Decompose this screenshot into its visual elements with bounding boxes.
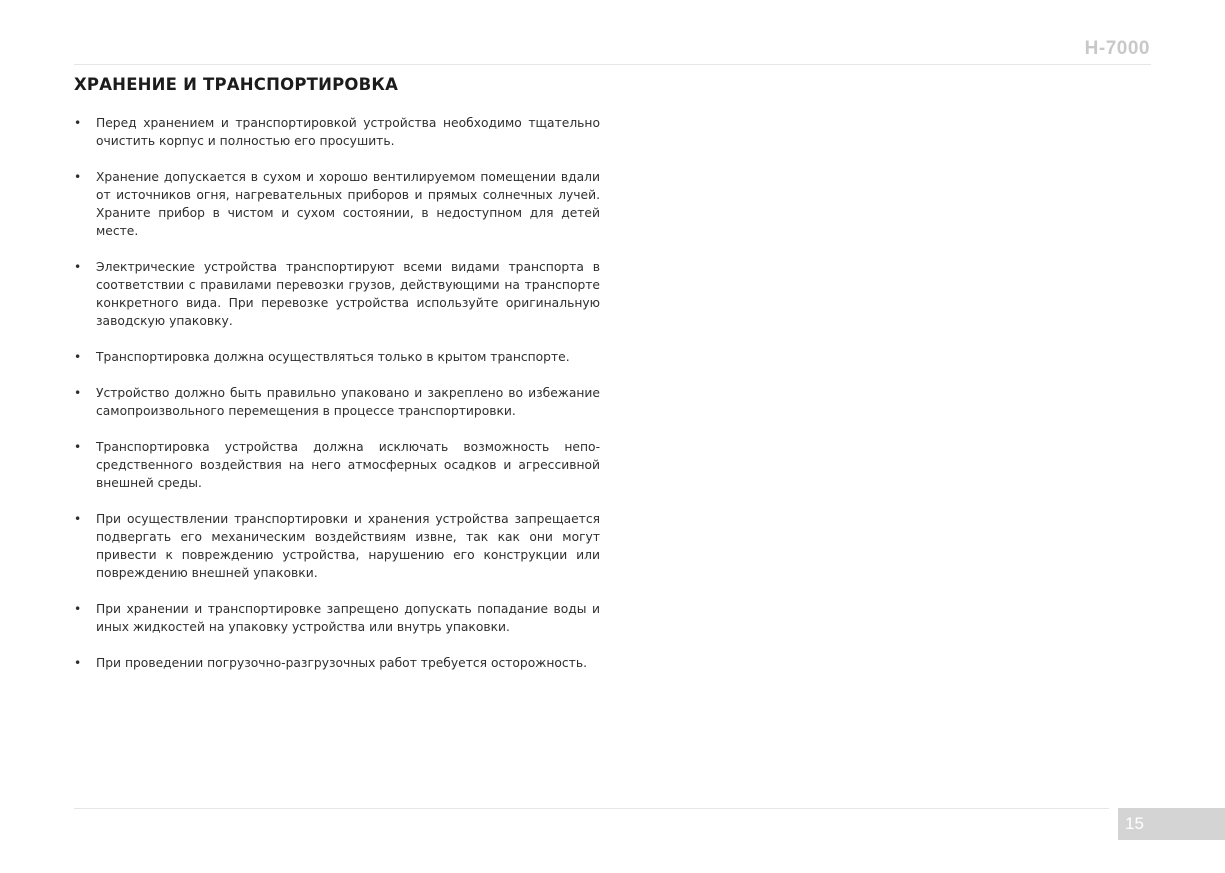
list-item	[74, 600, 600, 636]
bullet-icon: •	[74, 350, 82, 364]
list-item-text: Транспортировка устройства должна исключать возможность непосредственного воздействия на него атмосферных осадков и агрессивной внешней среды.	[96, 440, 600, 490]
bullet-icon: •	[74, 386, 82, 400]
model-name: H-7000	[1084, 38, 1150, 59]
header-divider	[74, 64, 1151, 65]
bullet-icon: •	[74, 116, 82, 130]
list-item	[74, 258, 600, 330]
footer-divider	[74, 808, 1109, 809]
list-item	[74, 654, 600, 672]
list-item	[74, 384, 600, 420]
list-item	[74, 114, 600, 150]
list-item-text: Перед хранением и транспортировкой устройства необходимо тщательно очистить корпус и полностью его просушить.	[96, 116, 600, 148]
list-item-text: Хранение допускается в сухом и хорошо вентилируемом помещении вдали от источников огня, нагревательных приборов и прямых солнечных лучей. Храните прибор в чистом и сухом состоянии, в недоступном для детей месте.	[96, 170, 600, 238]
list-item	[74, 438, 600, 492]
bullet-icon: •	[74, 260, 82, 274]
section-title: ХРАНЕНИЕ И ТРАНСПОРТИРОВКА	[74, 75, 399, 94]
list-item	[74, 348, 600, 366]
page-number-box	[1118, 808, 1225, 840]
list-item-text: При хранении и транспортировке запрещено допускать попадание воды и иных жидкостей на упаковку устройства или внутрь упаковки.	[96, 602, 600, 634]
list-item-text: При проведении погрузочно-разгрузочных работ требуется осторожность.	[96, 656, 587, 670]
bullet-icon: •	[74, 440, 82, 454]
bullet-icon: •	[74, 512, 82, 526]
list-item-text: При осуществлении транспортировки и хранения устройства запрещается подвергать его механическим воздействиям извне, так как они могут привести к повреждению устройства, нарушению его конструкции или повреждению внешней упаковки.	[96, 512, 600, 580]
instruction-list	[74, 114, 600, 690]
page-number: 15	[1125, 814, 1144, 833]
bullet-icon: •	[74, 656, 82, 670]
list-item-text: Электрические устройства транспортируют всеми видами транспорта в соответствии с правилами перевозки грузов, действующими на транспорте конкретного вида. При перевозке устройства используйте оригинальную заводскую упаковку.	[96, 260, 600, 328]
bullet-icon: •	[74, 170, 82, 184]
list-item	[74, 168, 600, 240]
list-item-text: Транспортировка должна осуществляться только в крытом транспорте.	[96, 350, 570, 364]
list-item	[74, 510, 600, 582]
list-item-text: Устройство должно быть правильно упаковано и закреплено во избежание самопроизвольного перемещения в процессе транспортировки.	[96, 386, 600, 418]
bullet-icon: •	[74, 602, 82, 616]
